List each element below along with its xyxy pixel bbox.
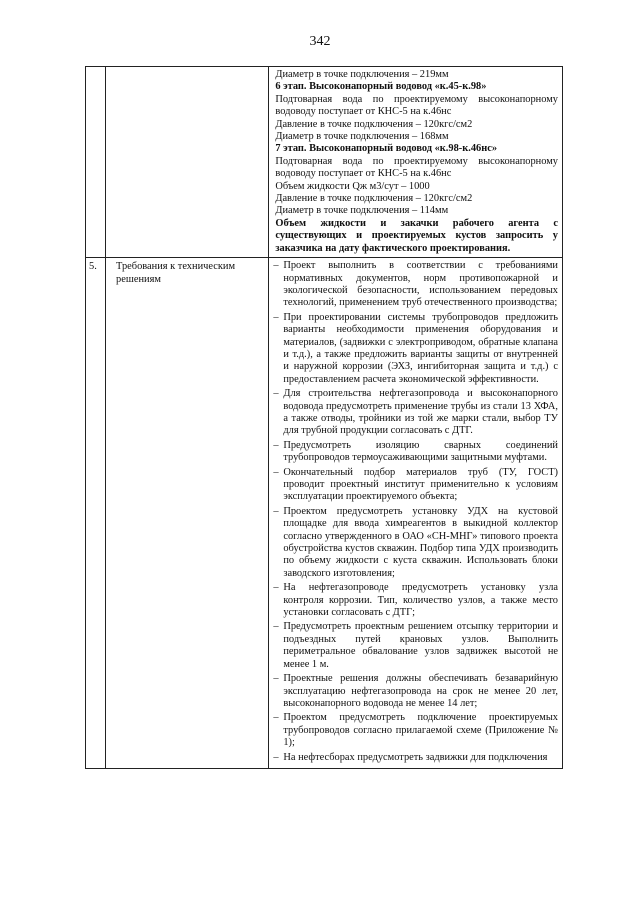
row-name: Требования к техническим решениям	[106, 258, 269, 769]
previous-row-lines	[275, 69, 558, 255]
list-item: – Предусмотреть изоляцию сварных соединений трубопроводов термоусаживающими защитными муфтами.	[275, 440, 558, 465]
paragraph: Объем жидкости и закачки рабочего агента с существующих и проектируемых кустов запросить у заказчика на дату фактического проектирования.	[275, 217, 558, 254]
paragraph: Диаметр в точке подключения – 219мм	[275, 69, 449, 80]
paragraph: Диаметр в точке подключения – 114мм	[275, 205, 449, 217]
paragraph: Давление в точке подключения – 120кгс/см2	[275, 118, 473, 130]
row-name-cell	[106, 67, 269, 258]
list-item: – На нефтегазопроводе предусмотреть установку узла контроля коррозии. Тип, количество узлов, а также место установки согласовать с ДТГ;	[275, 582, 558, 619]
list-item: – Предусмотреть проектным решением отсыпку территории и подъездных путей крановых узлов. Выполнить периметральное обвалование узлов задвижек высотой не менее 1 м.	[275, 621, 558, 671]
row-number: 5.	[86, 258, 106, 769]
row-number-cell	[86, 67, 106, 258]
paragraph: Диаметр в точке подключения – 168мм	[275, 131, 449, 143]
paragraph: Давление в точке подключения – 120кгс/см2	[275, 193, 473, 205]
list-item: – Проектные решения должны обеспечивать безаварийную эксплуатацию нефтегазопровода на срок не менее 20 лет, высоконапорного водовода не менее 14 лет;	[275, 673, 558, 710]
row-content-cell	[269, 258, 563, 769]
paragraph: Подтоварная вода по проектируемому высоконапорному водоводу поступает от КНС-5 на к.46нс	[275, 155, 558, 180]
list-item: – Окончательный подбор материалов труб (ТУ, ГОСТ) проводит проектный институт применительно к условиям эксплуатации проектируемого объекта;	[275, 467, 558, 504]
paragraph: Подтоварная вода по проектируемому высоконапорному водоводу поступает от КНС-5 на к.46нс	[275, 93, 558, 118]
list-item: – На нефтесборах предусмотреть задвижки для подключения	[275, 752, 558, 764]
list-item: – При проектировании системы трубопроводов предложить варианты необходимости применения оборудования и материалов, (задвижки с электроприводом, обратные клапана и т.д.), а также предложить варианты защиты от внутренней и наружной коррозии (ЭХЗ, ингибиторная защита и т.д.) с предоставлением расчета экономической эффективности.	[275, 312, 558, 386]
table-row-previous	[86, 67, 563, 258]
list-item: – Для строительства нефтегазопровода и высоконапорного водовода предусмотреть применение трубы из стали 13 ХФА, а также отводы, тройники из той же марки стали, выбор ТУ для трубной продукции согласовать с ДТГ.	[275, 388, 558, 438]
paragraph: Объем жидкости Qж м3/сут – 1000	[275, 180, 430, 192]
requirements-table	[85, 66, 563, 769]
paragraph: 6 этап. Высоконапорный водовод «к.45-к.98»	[275, 81, 487, 93]
list-item: – Проектом предусмотреть установку УДХ на кустовой площадке для ввода химреагентов в выкидной коллектор согласно утвержденного в ОАО «СН-МНГ» типового проекта обустройства кустов скважин. Подбор типа УДХ производить по объему жидкости с куста скважин. Использовать блоки заводского изготовления;	[275, 506, 558, 580]
paragraph: 7 этап. Высоконапорный водовод «к.98-к.46нс»	[275, 143, 498, 155]
list-item: – Проект выполнить в соответствии с требованиями нормативных документов, норм противопожарной и экологической безопасности, использованием передовых технологий, применением труб отечественного производства;	[275, 260, 558, 310]
page-number: 342	[309, 34, 331, 49]
requirements-list	[275, 260, 558, 764]
table-row-5	[86, 258, 563, 769]
list-item: – Проектом предусмотреть подключение проектируемых трубопроводов согласно прилагаемой схеме (Приложение № 1);	[275, 712, 558, 749]
row-content-cell	[269, 67, 563, 258]
